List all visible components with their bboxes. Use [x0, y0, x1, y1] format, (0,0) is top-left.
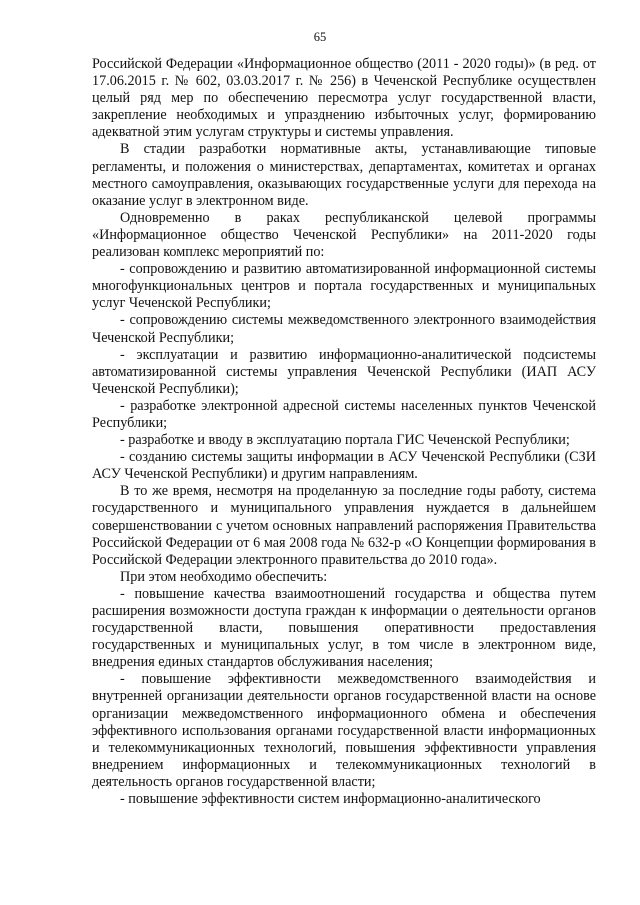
list-item-analytics-systems: - повышение эффективности систем информационно-аналитического: [120, 791, 541, 808]
list-item-security-system: - созданию системы защиты информации в АСУ Чеченской Республики (СЗИ АСУ Чеченской Республики) и другим направлениям.: [92, 449, 596, 483]
paragraph-regulations: В стадии разработки нормативные акты, устанавливающие типовые регламенты, и положения о министерствах, департаментах, комитетах и органах местного самоуправления, оказывающих государственные услуги для перехода на оказание услуг в электронном виде.: [92, 141, 596, 209]
paragraph-requirements-intro: При этом необходимо обеспечить:: [120, 568, 328, 585]
list-item-interagency-system: - сопровождению системы межведомственного электронного взаимодействия Чеченской Республики;: [92, 312, 596, 346]
list-item-gis-portal: - разработке и вводу в эксплуатацию портала ГИС Чеченской Республики;: [120, 432, 570, 449]
list-item-address-system: - разработке электронной адресной системы населенных пунктов Чеченской Республики;: [92, 397, 596, 431]
paragraph-program-measures: Одновременно в раках республиканской целевой программы «Информационное общество Чеченской Республики» на 2011-2020 годы реализован комплекс мероприятий по:: [92, 209, 596, 261]
page-number: 65: [313, 30, 327, 44]
list-item-interagency-efficiency: - повышение эффективности межведомственного взаимодействия и внутренней организации деятельности органов государственной власти на основе организации межведомственного информационного обмена и обеспечения эффективного использования органами государственной власти информационных и телекоммуникационных технологий, повышения эффективности управления внедрением информационных и телекоммуникационных технологий в деятельность органов государственной власти;: [92, 671, 596, 790]
list-item-mfc-system: - сопровождению и развитию автоматизированной информационной системы многофункциональных центров и портала государственных и муниципальных услуг Чеченской Республики;: [92, 261, 596, 312]
document-body: [92, 56, 596, 808]
list-item-analytics-subsystem: - эксплуатации и развитию информационно-аналитической подсистемы автоматизированной системы управления Чеченской Республики (ИАП АСУ Чеченской Республики);: [92, 346, 596, 397]
paragraph-intro-continuation: Российской Федерации «Информационное общество (2011 - 2020 годы)» (в ред. от 17.06.2015 г. № 602, 03.03.2017 г. № 256) в Чеченской Республике осуществлен целый ряд мер по обеспечению пересмотра услуг государственной власти, закрепление необходимых и упразднению избыточных услуг, формированию адекватной этим услугам структуры и системы управления.: [92, 56, 596, 141]
paragraph-improvement-need: В то же время, несмотря на проделанную за последние годы работу, система государственного и муниципального управления нуждается в дальнейшем совершенствовании с учетом основных направлений распоряжения Правительства Российской Федерации от 6 мая 2008 года № 632-р «О Концепции формирования в Российской Федерации электронного правительства до 2010 года».: [92, 483, 596, 568]
list-item-state-society-relations: - повышение качества взаимоотношений государства и общества путем расширения возможности доступа граждан к информации о деятельности органов государственной власти, повышения оперативности предоставления государственных и муниципальных услуг, в том числе в электронном виде, внедрения единых стандартов обслуживания населения;: [92, 585, 596, 671]
